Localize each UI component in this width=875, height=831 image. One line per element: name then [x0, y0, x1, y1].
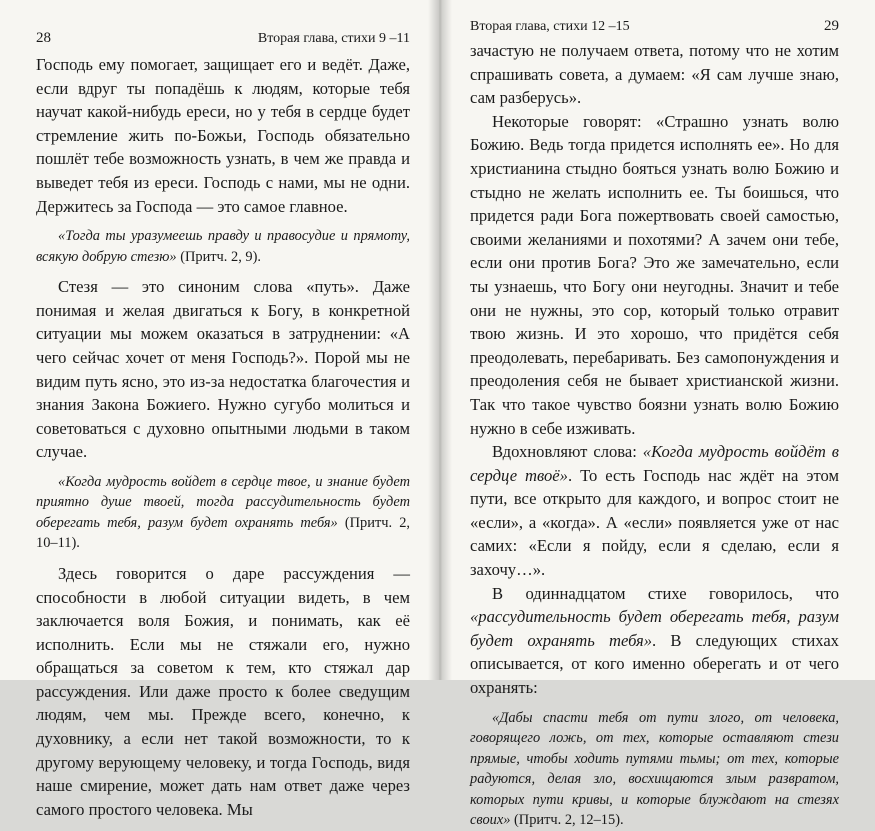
- paragraph: зачастую не получаем ответа, потому что не хотим спрашивать совета, а думаем: «Я сам лучше знаю, сам разберусь».: [470, 41, 839, 108]
- scripture-quote: [36, 472, 410, 554]
- page-number: 29: [824, 18, 839, 34]
- paragraph-text: . В следующих стихах описывается, от кого именно оберегать и от чего охранять:: [470, 630, 839, 698]
- paragraph-text: Вдохновляют слова:: [492, 442, 643, 462]
- quote-text: «Дабы спасти тебя от пути злого, от человека, говорящего ложь, от тех, которые оставляют стези прямые, чтобы ходить путями тьмы; от тех, которые радуются, делая зло, восхищаются злым развратом, которых пути кривы, и которые блуждают на стезях своих»: [470, 709, 839, 829]
- paragraph: Здесь говорится о даре рассуждения — способности в любой ситуации видеть, в чем заключается воля Божия, и понимать, как её исполнить. Если мы не стяжали его, нужно обращаться за советом к тем, кто стяжал дар рассуждения. Или даже просто к более сведущим людям, чем мы. Прежде всего, конечно, к духовнику, а если нет такой возможности, то к другому верующему человеку, и тогда Господь, видя наше смирение, может дать нам ответ даже через самого простого человека. Мы: [36, 563, 410, 819]
- running-title: Вторая глава, стихи 12 –15: [470, 19, 630, 34]
- right-page: [440, 0, 875, 829]
- book-gutter: [428, 0, 452, 680]
- scripture-quote: [470, 708, 839, 831]
- quote-reference: (Притч. 2, 9).: [176, 248, 261, 265]
- left-page-body: [36, 53, 410, 821]
- inline-quote: «Когда мудрость войдёт в сердце твоё»: [470, 442, 839, 485]
- quote-reference: (Притч. 2, 12–15).: [510, 812, 624, 829]
- scripture-quote: [36, 226, 410, 267]
- paragraph-text: В одиннадцатом стихе говорилось, что: [492, 583, 839, 603]
- paragraph: Некоторые говорят: «Страшно узнать волю Божию. Ведь тогда придется исполнять ее». Но для христианина стыдно бояться узнать волю Божию и стыдно не желать исполнить ее. Ты боишься, что придется ради Бога пожертвовать своей самостью, своими желаниями и похотями? А зачем они тебе, если они против Бога? Это же замечательно, если ты узнаешь, что Богу они неугодны. Значит и тебе они не нужны, это сор, который только отравит твою жизнь. И это хорошо, что придётся себя преодолевать, перебаривать. Без самопонуждения и преодоления себя не бывает христианской жизни. Так что такое чувство боязни узнать волю Божию нужно в себе изживать.: [470, 111, 839, 438]
- left-page: [0, 0, 440, 819]
- right-page-header: [470, 18, 839, 35]
- paragraph-text: . То есть Господь нас ждёт на этом пути, все открыто для каждого, и вопрос стоит не «если», а «когда». А «если» появляется уже от нас самих: «Если я пойду, если я сделаю, если я захочу…».: [470, 465, 839, 580]
- paragraph: [470, 582, 839, 700]
- paragraph: [470, 440, 839, 582]
- quote-text: «Тогда ты уразумеешь правду и правосудие и прямоту, всякую добрую стезю»: [36, 228, 410, 265]
- inline-quote: «рассудительность будет оберегать тебя, разум будет охранять тебя»: [470, 607, 839, 650]
- right-page-body: [470, 39, 839, 831]
- quote-reference: (Притч. 2, 10–11).: [36, 514, 410, 552]
- quote-text: «Когда мудрость войдет в сердце твое, и знание будет приятно душе твоей, тогда рассудительность будет оберегать тебя, разум будет охранять тебя»: [36, 473, 410, 531]
- left-page-header: [36, 30, 410, 47]
- paragraph: Стезя — это синоним слова «путь». Даже понимая и желая двигаться к Богу, в конкретной ситуации мы можем оказаться в затруднении: «А чего сейчас хочет от меня Господь?». Порой мы не видим путь ясно, это из-за недостатка благочестия и знания Закона Божиего. Нужно сугубо молиться и советоваться с духовно опытными людьми в таком случае.: [36, 277, 410, 462]
- running-title: Вторая глава, стихи 9 –11: [257, 31, 410, 46]
- paragraph: Господь ему помогает, защищает его и ведёт. Даже, если вдруг ты попадёшь к людям, которые тебя научат какой-нибудь ереси, но у тебя в сердце будет стремление жить по-Божьи, Господь обязательно пошлёт тебе возможность узнать, в чем же правда и выведет тебя из ереси. Господь с нами, мы не одни. Держитесь за Господа — это самое главное.: [36, 55, 410, 216]
- page-number: 28: [36, 30, 51, 46]
